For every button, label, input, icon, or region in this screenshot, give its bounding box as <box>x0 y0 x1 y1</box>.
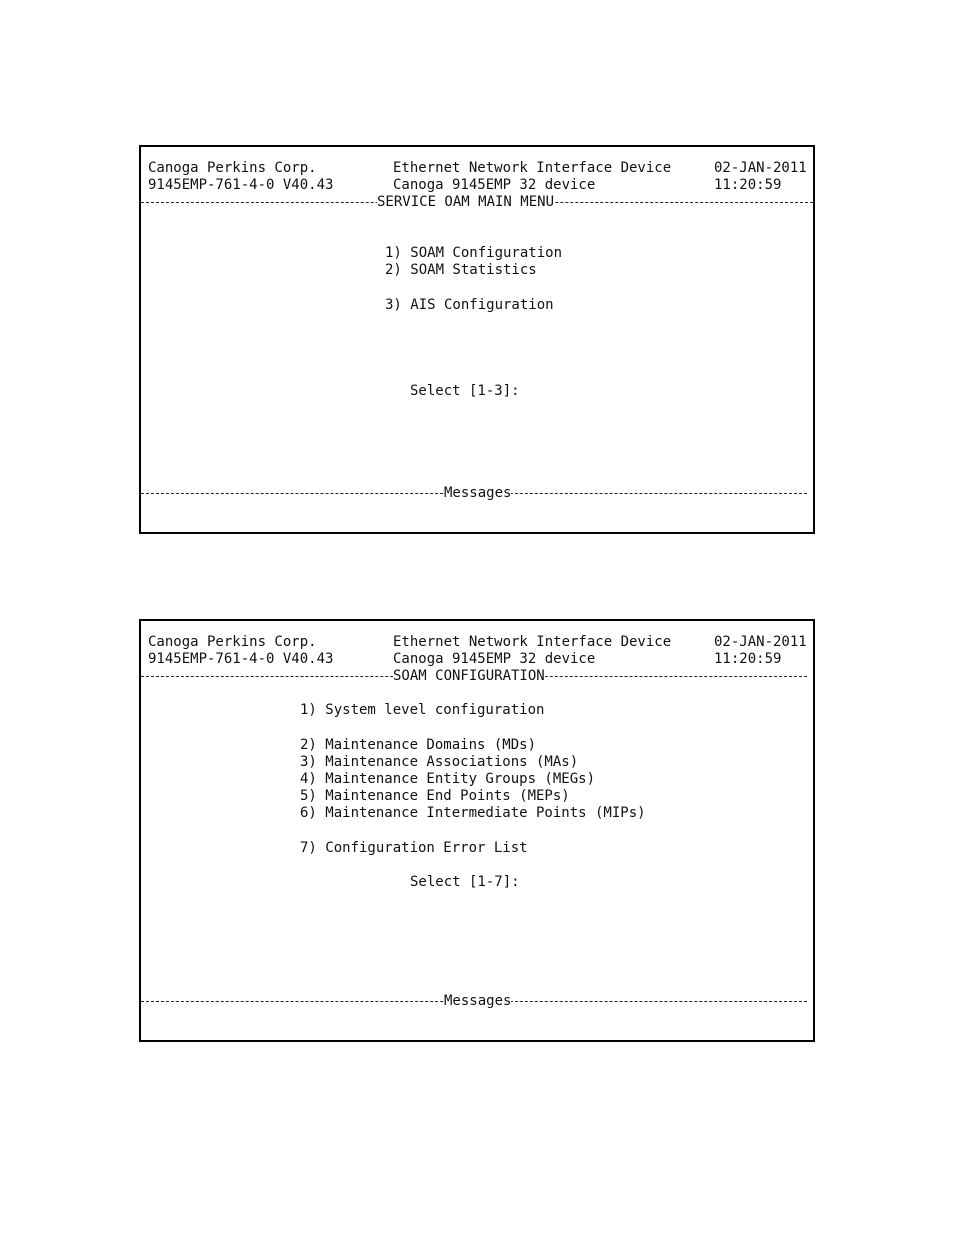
menu-item-maintenance-domains[interactable]: 2) Maintenance Domains (MDs) <box>300 737 537 753</box>
menu-title-divider <box>141 194 813 211</box>
messages-divider <box>141 993 813 1010</box>
header-company: Canoga Perkins Corp. <box>148 160 317 176</box>
header-firmware: 9145EMP-761-4-0 V40.43 <box>148 177 334 193</box>
messages-label: Messages <box>444 485 512 501</box>
menu-title-divider <box>141 668 813 685</box>
header-time: 11:20:59 <box>714 651 782 667</box>
header-device: Canoga 9145EMP 32 device <box>393 651 596 667</box>
menu-item-maintenance-entity-groups[interactable]: 4) Maintenance Entity Groups (MEGs) <box>300 771 596 787</box>
messages-label: Messages <box>444 993 512 1009</box>
menu-item-ais-configuration[interactable]: 3) AIS Configuration <box>385 297 554 313</box>
menu-item-system-level-configuration[interactable]: 1) System level configuration <box>300 702 545 718</box>
select-prompt[interactable]: Select [1-3]: <box>410 383 520 399</box>
menu-item-configuration-error-list[interactable]: 7) Configuration Error List <box>300 840 528 856</box>
header-product: Ethernet Network Interface Device <box>393 160 672 176</box>
header-device: Canoga 9145EMP 32 device <box>393 177 596 193</box>
terminal-screen-main-menu <box>139 145 815 534</box>
messages-divider <box>141 485 813 502</box>
menu-item-maintenance-associations[interactable]: 3) Maintenance Associations (MAs) <box>300 754 579 770</box>
select-prompt[interactable]: Select [1-7]: <box>410 874 520 890</box>
header-firmware: 9145EMP-761-4-0 V40.43 <box>148 651 334 667</box>
menu-title: SOAM CONFIGURATION <box>393 668 545 684</box>
header-date: 02-JAN-2011 <box>714 160 807 176</box>
header-product: Ethernet Network Interface Device <box>393 634 672 650</box>
menu-item-maintenance-intermediate-points[interactable]: 6) Maintenance Intermediate Points (MIPs) <box>300 805 646 821</box>
menu-item-soam-configuration[interactable]: 1) SOAM Configuration <box>385 245 563 261</box>
menu-item-soam-statistics[interactable]: 2) SOAM Statistics <box>385 262 537 278</box>
menu-title: SERVICE OAM MAIN MENU <box>377 194 555 210</box>
terminal-screen-soam-configuration <box>139 619 815 1042</box>
header-company: Canoga Perkins Corp. <box>148 634 317 650</box>
menu-item-maintenance-end-points[interactable]: 5) Maintenance End Points (MEPs) <box>300 788 570 804</box>
header-time: 11:20:59 <box>714 177 782 193</box>
header-date: 02-JAN-2011 <box>714 634 807 650</box>
